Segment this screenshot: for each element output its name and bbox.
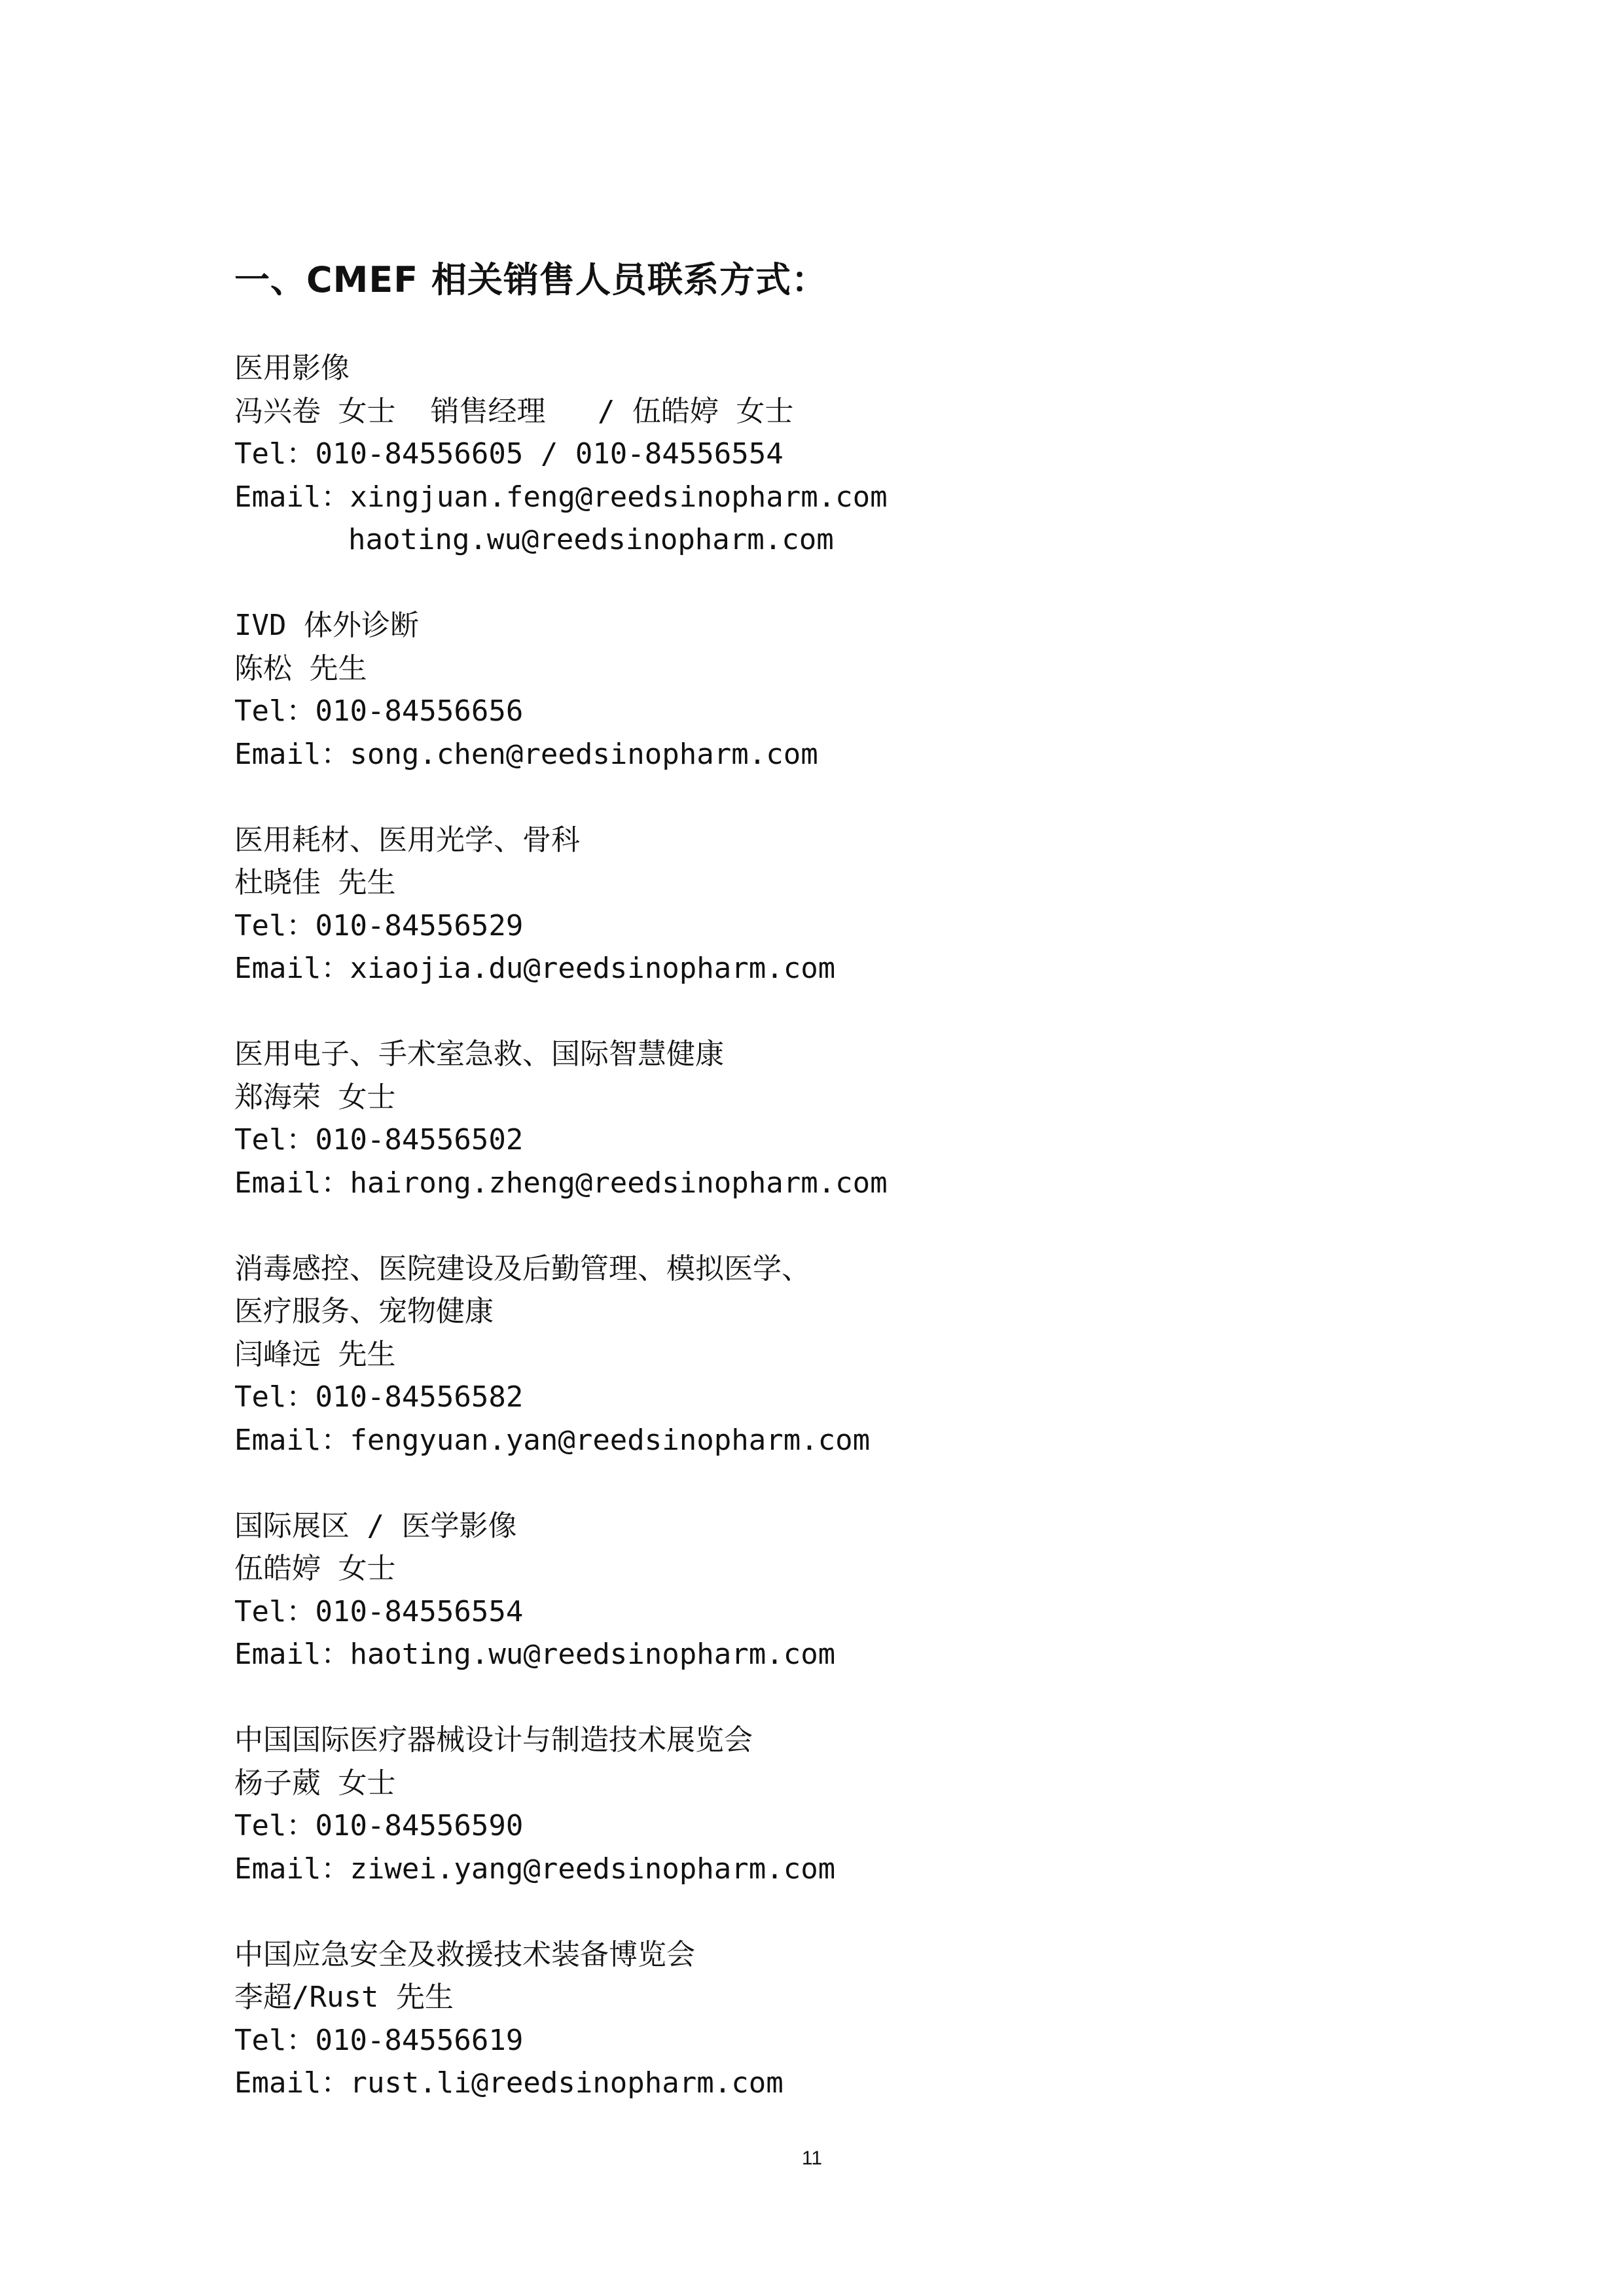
category-label: IVD 体外诊断 — [234, 609, 419, 642]
section-spacer — [234, 1462, 1478, 1505]
contact-tel: Tel：010-84556605 / 010-84556554 — [234, 437, 784, 471]
contact-tel: Tel：010-84556619 — [234, 2023, 524, 2057]
contact-section-consumables — [234, 819, 1478, 990]
contact-tel: Tel：010-84556529 — [234, 908, 524, 942]
contact-email: Email：rust.li@reedsinopharm.com — [234, 2066, 784, 2100]
contact-email: Email：song.chen@reedsinopharm.com — [234, 737, 818, 771]
category-label-continued: 医疗服务、宠物健康 — [234, 1295, 494, 1328]
contact-tel: Tel：010-84556590 — [234, 1809, 524, 1842]
contact-email: Email：xingjuan.feng@reedsinopharm.com — [234, 480, 888, 514]
contact-section-disinfection — [234, 1247, 1478, 1462]
category-label: 医用耗材、医用光学、骨科 — [234, 823, 580, 857]
contact-tel: Tel：010-84556502 — [234, 1123, 524, 1157]
contact-name: 冯兴卷 女士 销售经理 / 伍皓婷 女士 — [234, 394, 794, 428]
category-label: 中国国际医疗器械设计与制造技术展览会 — [234, 1723, 753, 1757]
contact-name: 杜晓佳 先生 — [234, 866, 396, 899]
contact-name: 郑海荣 女士 — [234, 1080, 396, 1114]
contact-name: 李超/Rust 先生 — [234, 1981, 454, 2014]
section-spacer — [234, 562, 1478, 605]
section-spacer — [234, 990, 1478, 1033]
contact-email-secondary: haoting.wu@reedsinopharm.com — [348, 523, 834, 556]
contact-section-ivd — [234, 604, 1478, 776]
section-spacer — [234, 1204, 1478, 1247]
contact-name: 杨子葳 女士 — [234, 1766, 396, 1800]
contact-tel: Tel：010-84556656 — [234, 694, 524, 728]
contact-section-international — [234, 1505, 1478, 1676]
category-label: 中国应急安全及救援技术装备博览会 — [234, 1937, 695, 1971]
section-spacer — [234, 1676, 1478, 1719]
category-label: 医用电子、手术室急救、国际智慧健康 — [234, 1037, 724, 1071]
contact-email: Email：hairong.zheng@reedsinopharm.com — [234, 1166, 888, 1200]
contact-email: Email：xiaojia.du@reedsinopharm.com — [234, 952, 836, 985]
contact-section-electronics — [234, 1033, 1478, 1204]
category-label: 国际展区 / 医学影像 — [234, 1509, 517, 1543]
section-spacer — [234, 776, 1478, 819]
section-spacer — [234, 1890, 1478, 1933]
category-label: 消毒感控、医院建设及后勤管理、模拟医学、 — [234, 1251, 810, 1285]
contact-email: Email：fengyuan.yan@reedsinopharm.com — [234, 1423, 871, 1457]
contact-name: 陈松 先生 — [234, 651, 367, 685]
contact-tel: Tel：010-84556582 — [234, 1380, 524, 1414]
contact-section-emergency-safety — [234, 1933, 1478, 2105]
contact-tel: Tel：010-84556554 — [234, 1594, 524, 1628]
contact-email: Email：ziwei.yang@reedsinopharm.com — [234, 1852, 836, 1886]
contact-email: Email：haoting.wu@reedsinopharm.com — [234, 1638, 836, 1671]
category-label: 医用影像 — [234, 351, 350, 385]
contact-name: 伍皓婷 女士 — [234, 1552, 396, 1585]
section-heading: 一、CMEF 相关销售人员联系方式： — [234, 259, 827, 300]
contact-name: 闫峰远 先生 — [234, 1337, 396, 1371]
page-number: 11 — [801, 2147, 823, 2169]
contact-section-design-manufacturing — [234, 1719, 1478, 1890]
contact-list — [234, 347, 1478, 2105]
contact-section-medical-imaging — [234, 347, 1478, 562]
